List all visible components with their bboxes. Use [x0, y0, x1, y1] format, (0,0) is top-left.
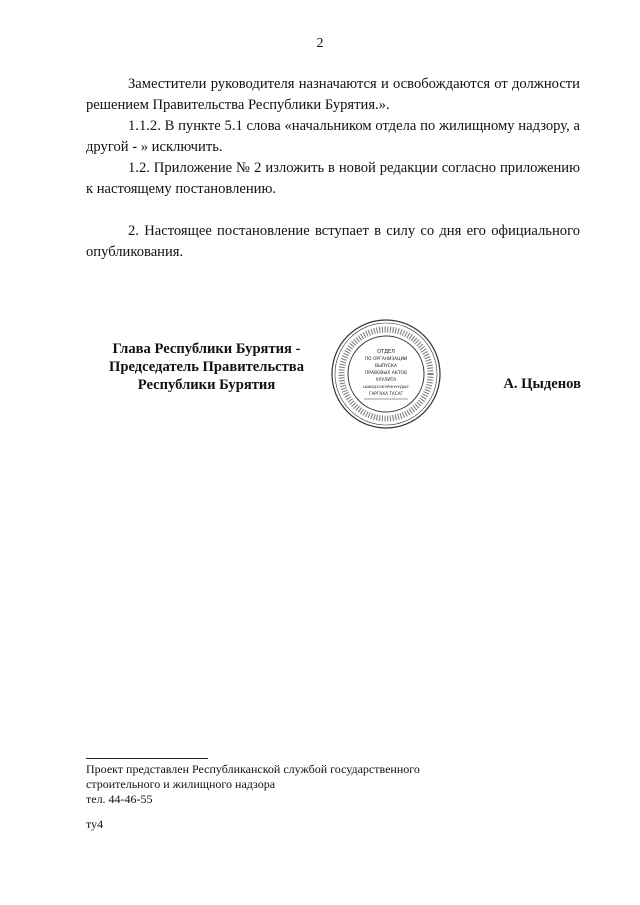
document-code: ту4 [86, 817, 104, 831]
paragraph-clause-1-2: 1.2. Приложение № 2 изложить в новой редакции согласно приложению к настоящему постановлению. [86, 160, 580, 197]
paragraph-clause-1-1-2: 1.1.2. В пункте 5.1 слова «начальником отдела по жилищному надзору, а другой - » исключить. [86, 118, 580, 155]
seal-line: ОТДЕЛ [377, 349, 395, 355]
seal-line: ХУУЛИТА [375, 378, 397, 383]
footnote-line: тел. 44-46-55 [86, 792, 153, 806]
seal-line: ШИИДХЭБЭРИНУУДЫЕ [363, 384, 409, 389]
page-number: 2 [316, 36, 324, 51]
footnote-line: строительного и жилищного надзора [86, 777, 276, 791]
official-seal-stamp [330, 318, 442, 430]
signer-name: А. Цыденов [503, 376, 581, 392]
seal-icon [330, 318, 442, 430]
seal-line: ВЫПУСКА [374, 364, 398, 369]
seal-line: ПО ОРГАНИЗАЦИИ [364, 357, 408, 362]
signer-title-line: Глава Республики Бурятия - [112, 341, 301, 357]
paragraph-deputies: Заместители руководителя назначаются и освобождаются от должности решением Правительства Республики Бурятия.». [86, 76, 580, 113]
seal-line: ПРАВОВЫХ АКТОВ [365, 371, 407, 376]
document-body [86, 74, 580, 263]
paragraph-clause-2: 2. Настоящее постановление вступает в силу со дня его официального опубликования. [86, 223, 580, 260]
signer-title-line: Председатель Правительства [108, 359, 304, 375]
seal-line: ГАРГАХА ТАСАГ [368, 391, 404, 396]
signer-title [84, 340, 329, 394]
footnote-line: Проект представлен Республиканской службой государственного [86, 762, 420, 776]
signer-title-line: Республики Бурятия [137, 377, 276, 393]
footnote-divider [86, 758, 208, 759]
footnote [86, 762, 506, 807]
